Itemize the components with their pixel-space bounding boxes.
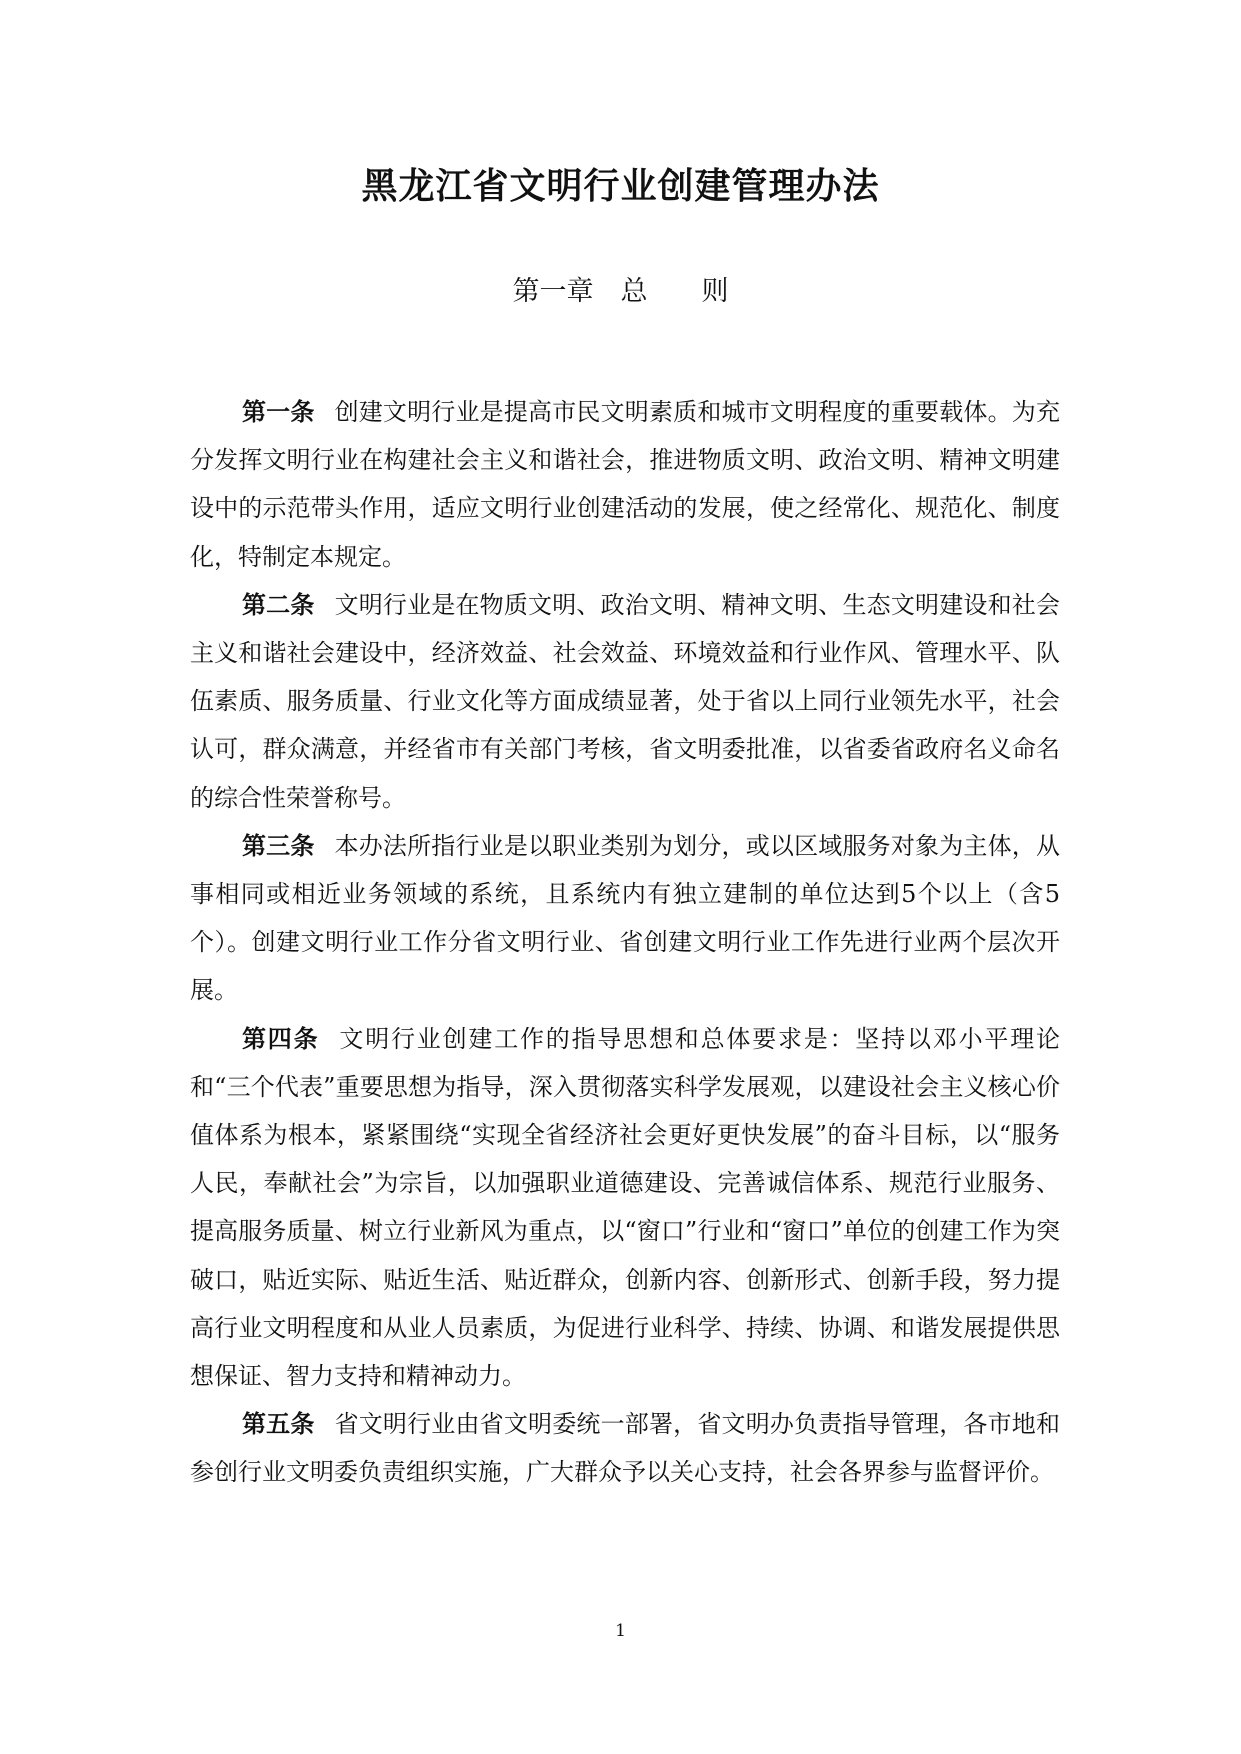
article-label: 第二条	[242, 590, 315, 619]
article-text: 文明行业是在物质文明、政治文明、精神文明、生态文明建设和社会主义和谐社会建设中，经济效益、社会效益、环境效益和行业作风、管理水平、队伍素质、服务质量、行业文化等方面成绩显著，处于省以上同行业领先水平，社会认可，群众满意，并经省市有关部门考核，省文明委批准，以省委省政府名义命名的综合性荣誉称号。	[190, 590, 1060, 812]
article-label: 第三条	[242, 831, 315, 860]
document-body	[190, 388, 1060, 1497]
document-title: 黑龙江省文明行业创建管理办法	[361, 165, 880, 207]
article-label: 第四条	[242, 1024, 320, 1053]
article-4	[190, 1015, 1060, 1401]
article-text: 文明行业创建工作的指导思想和总体要求是：坚持以邓小平理论和“三个代表”重要思想为指导，深入贯彻落实科学发展观，以建设社会主义核心价值体系为根本，紧紧围绕“实现全省经济社会更好更快发展”的奋斗目标，以“服务人民，奉献社会”为宗旨，以加强职业道德建设、完善诚信体系、规范行业服务、提高服务质量、树立行业新风为重点，以“窗口”行业和“窗口”单位的创建工作为突破口，贴近实际、贴近生活、贴近群众，创新内容、创新形式、创新手段，努力提高行业文明程度和从业人员素质，为促进行业科学、持续、协调、和谐发展提供思想保证、智力支持和精神动力。	[190, 1024, 1061, 1391]
article-label: 第一条	[242, 398, 315, 426]
article-5	[190, 1400, 1060, 1496]
article-1	[190, 388, 1060, 581]
page-number: 1	[615, 1621, 626, 1641]
article-2	[190, 581, 1060, 822]
article-text: 创建文明行业是提高市民文明素质和城市文明程度的重要载体。为充分发挥文明行业在构建社会主义和谐社会，推进物质文明、政治文明、精神文明建设中的示范带头作用，适应文明行业创建活动的发展，使之经常化、规范化、制度化，特制定本规定。	[190, 398, 1060, 571]
chapter-title: 第一章 总 则	[512, 276, 729, 307]
article-text: 本办法所指行业是以职业类别为划分，或以区域服务对象为主体，从事相同或相近业务领域的系统，且系统内有独立建制的单位达到5个以上（含5个）。创建文明行业工作分省文明行业、省创建文明行业工作先进行业两个层次开展。	[190, 831, 1060, 1005]
article-3	[190, 822, 1060, 1015]
article-text: 省文明行业由省文明委统一部署，省文明办负责指导管理，各市地和参创行业文明委负责组织实施，广大群众予以关心支持，社会各界参与监督评价。	[190, 1410, 1060, 1487]
article-label: 第五条	[242, 1410, 315, 1439]
